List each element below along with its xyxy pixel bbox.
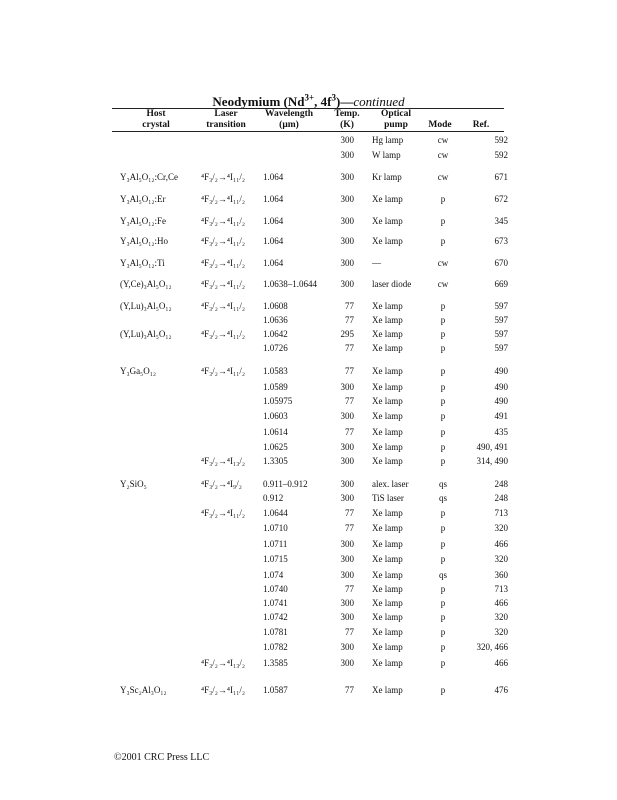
cell-mode: p bbox=[440, 315, 446, 325]
cell-mode: cw bbox=[437, 135, 449, 145]
column-header-ref-line2: Ref. bbox=[472, 120, 490, 130]
cell-temp: 77 bbox=[345, 685, 354, 695]
cell-ref: 597 bbox=[494, 315, 508, 325]
cell-temp: 77 bbox=[345, 315, 354, 325]
cell-ref: 248 bbox=[494, 493, 508, 503]
cell-pump: alex. laser bbox=[372, 479, 409, 489]
cell-mode: cw bbox=[437, 150, 449, 160]
cell-host: (Y,Ce)₃Al₅O₁₂ bbox=[120, 279, 172, 289]
table-row bbox=[0, 256, 617, 270]
cell-temp: 77 bbox=[345, 584, 354, 594]
cell-pump: Xe lamp bbox=[372, 315, 403, 325]
cell-pump: Xe lamp bbox=[372, 396, 403, 406]
cell-wavelength: 1.0603 bbox=[263, 411, 288, 421]
cell-pump: Xe lamp bbox=[372, 523, 403, 533]
cell-wavelength: 1.0740 bbox=[263, 584, 288, 594]
cell-ref: 320 bbox=[494, 627, 508, 637]
cell-host: Y₃Al₅O₁₂:Ti bbox=[120, 258, 165, 268]
cell-ref: 490 bbox=[494, 366, 508, 376]
column-header-pump bbox=[372, 109, 420, 131]
column-header-wavelength-line2: (μm) bbox=[279, 120, 299, 130]
column-header-transition-line2: transition bbox=[206, 120, 246, 130]
table-row bbox=[0, 610, 617, 624]
cell-mode: p bbox=[440, 685, 446, 695]
table-row bbox=[0, 364, 617, 378]
cell-ref: 490 bbox=[494, 396, 508, 406]
cell-wavelength: 1.064 bbox=[263, 236, 284, 246]
cell-ref: 669 bbox=[494, 279, 508, 289]
cell-mode: p bbox=[440, 329, 446, 339]
title-ion-charge: 3+ bbox=[304, 92, 315, 103]
cell-ref: 597 bbox=[494, 329, 508, 339]
cell-temp: 300 bbox=[340, 194, 354, 204]
cell-ref: 673 bbox=[494, 236, 508, 246]
cell-wavelength: 0.911–0.912 bbox=[263, 479, 308, 489]
cell-mode: p bbox=[440, 427, 446, 437]
cell-temp: 77 bbox=[345, 366, 354, 376]
title-main: Neodymium (Nd bbox=[212, 94, 305, 109]
cell-pump: Xe lamp bbox=[372, 584, 403, 594]
cell-temp: 77 bbox=[345, 508, 354, 518]
cell-mode: p bbox=[440, 216, 446, 226]
cell-ref: 597 bbox=[494, 343, 508, 353]
cell-mode: cw bbox=[437, 258, 449, 268]
cell-wavelength: 1.0711 bbox=[263, 539, 288, 549]
cell-wavelength: 1.0710 bbox=[263, 523, 288, 533]
cell-ref: 597 bbox=[494, 301, 508, 311]
cell-ref: 360 bbox=[494, 570, 508, 580]
table-row bbox=[0, 380, 617, 394]
table-row bbox=[0, 234, 617, 248]
cell-mode: p bbox=[440, 366, 446, 376]
cell-ref: 320 bbox=[494, 523, 508, 533]
cell-mode: p bbox=[440, 301, 446, 311]
cell-transition: ⁴F₃/₂→⁴I₁₁/₂ bbox=[201, 508, 245, 518]
cell-transition: ⁴F₃/₂→⁴I₁₁/₂ bbox=[201, 329, 245, 339]
cell-mode: p bbox=[440, 539, 446, 549]
cell-mode: p bbox=[440, 396, 446, 406]
column-header-temp-line2: (K) bbox=[340, 120, 354, 130]
cell-pump: laser diode bbox=[372, 279, 412, 289]
cell-host: Y₃Sc₂Al₃O₁₂ bbox=[120, 685, 167, 695]
cell-wavelength: 1.0726 bbox=[263, 343, 288, 353]
column-header-host bbox=[120, 109, 192, 131]
table-row bbox=[0, 506, 617, 520]
cell-wavelength: 1.064 bbox=[263, 258, 284, 268]
cell-mode: qs bbox=[438, 479, 447, 489]
cell-ref: 671 bbox=[494, 172, 508, 182]
cell-wavelength: 1.0589 bbox=[263, 382, 288, 392]
cell-temp: 300 bbox=[340, 658, 354, 668]
cell-ref: 672 bbox=[494, 194, 508, 204]
cell-wavelength: 1.0781 bbox=[263, 627, 288, 637]
cell-temp: 300 bbox=[340, 456, 354, 466]
cell-wavelength: 1.0782 bbox=[263, 642, 288, 652]
cell-mode: p bbox=[440, 382, 446, 392]
table-row bbox=[0, 148, 617, 162]
table-row bbox=[0, 596, 617, 610]
table-row bbox=[0, 277, 617, 291]
table-row bbox=[0, 552, 617, 566]
column-header-host-line1: Host bbox=[146, 109, 166, 119]
cell-pump: Xe lamp bbox=[372, 442, 403, 452]
cell-transition: ⁴F₃/₂→⁴I₁₁/₂ bbox=[201, 236, 245, 246]
cell-transition: ⁴F₃/₂→⁴I₁₁/₂ bbox=[201, 279, 245, 289]
table-row bbox=[0, 491, 617, 505]
cell-host: Y₃Al₅O₁₂:Er bbox=[120, 194, 166, 204]
cell-temp: 77 bbox=[345, 523, 354, 533]
cell-pump: Xe lamp bbox=[372, 642, 403, 652]
cell-temp: 300 bbox=[340, 493, 354, 503]
table-row bbox=[0, 454, 617, 468]
cell-mode: p bbox=[440, 627, 446, 637]
column-header-ref-line1 bbox=[462, 109, 500, 120]
cell-temp: 77 bbox=[345, 627, 354, 637]
cell-temp: 300 bbox=[340, 442, 354, 452]
column-header-temp-line1: Temp. bbox=[334, 109, 360, 119]
cell-temp: 300 bbox=[340, 570, 354, 580]
column-header-temp bbox=[326, 109, 368, 131]
cell-ref: 435 bbox=[494, 427, 508, 437]
cell-mode: cw bbox=[437, 172, 449, 182]
cell-mode: p bbox=[440, 554, 446, 564]
table-row bbox=[0, 341, 617, 355]
cell-pump: Xe lamp bbox=[372, 658, 403, 668]
cell-ref: 320, 466 bbox=[476, 642, 508, 652]
cell-transition: ⁴F₃/₂→⁴I₁₁/₂ bbox=[201, 258, 245, 268]
table-row bbox=[0, 521, 617, 535]
cell-wavelength: 1.074 bbox=[263, 570, 284, 580]
cell-temp: 300 bbox=[340, 382, 354, 392]
cell-host: (Y,Lu)₃Al₅O₁₂ bbox=[120, 301, 172, 311]
cell-wavelength: 1.064 bbox=[263, 216, 284, 226]
cell-temp: 300 bbox=[340, 135, 354, 145]
cell-pump: Xe lamp bbox=[372, 427, 403, 437]
copyright-footer: ©2001 CRC Press LLC bbox=[114, 752, 210, 763]
cell-ref: 466 bbox=[494, 658, 508, 668]
cell-pump: Xe lamp bbox=[372, 329, 403, 339]
cell-transition: ⁴F₃/₂→⁴I₁₁/₂ bbox=[201, 366, 245, 376]
cell-mode: p bbox=[440, 523, 446, 533]
cell-temp: 300 bbox=[340, 150, 354, 160]
cell-temp: 300 bbox=[340, 279, 354, 289]
cell-temp: 77 bbox=[345, 343, 354, 353]
cell-wavelength: 1.0644 bbox=[263, 508, 288, 518]
cell-pump: Xe lamp bbox=[372, 194, 403, 204]
cell-mode: p bbox=[440, 658, 446, 668]
cell-wavelength: 1.0715 bbox=[263, 554, 288, 564]
cell-ref: 670 bbox=[494, 258, 508, 268]
column-header-ref bbox=[462, 109, 500, 131]
cell-pump: Xe lamp bbox=[372, 508, 403, 518]
cell-temp: 77 bbox=[345, 301, 354, 311]
cell-pump: Xe lamp bbox=[372, 343, 403, 353]
cell-wavelength: 1.0742 bbox=[263, 612, 288, 622]
table-row bbox=[0, 313, 617, 327]
table-row bbox=[0, 568, 617, 582]
cell-ref: 476 bbox=[494, 685, 508, 695]
table-row bbox=[0, 656, 617, 670]
cell-mode: p bbox=[440, 456, 446, 466]
table-row bbox=[0, 582, 617, 596]
cell-mode: cw bbox=[437, 279, 449, 289]
cell-transition: ⁴F₃/₂→⁴I₁₁/₂ bbox=[201, 194, 245, 204]
table-row bbox=[0, 327, 617, 341]
table-row bbox=[0, 299, 617, 313]
cell-wavelength: 1.05975 bbox=[263, 396, 293, 406]
table-row bbox=[0, 133, 617, 147]
cell-pump: Xe lamp bbox=[372, 685, 403, 695]
cell-wavelength: 1.0636 bbox=[263, 315, 288, 325]
column-header-pump-line2: pump bbox=[384, 120, 408, 130]
cell-pump: — bbox=[372, 258, 381, 268]
cell-temp: 300 bbox=[340, 411, 354, 421]
cell-pump: Xe lamp bbox=[372, 301, 403, 311]
column-header-transition bbox=[196, 109, 256, 131]
cell-pump: Xe lamp bbox=[372, 627, 403, 637]
cell-host: Y₃Al₅O₁₂:Cr,Ce bbox=[120, 172, 178, 182]
cell-ref: 466 bbox=[494, 598, 508, 608]
cell-ref: 592 bbox=[494, 135, 508, 145]
cell-wavelength: 1.064 bbox=[263, 172, 284, 182]
cell-ref: 248 bbox=[494, 479, 508, 489]
column-header-host-line2: crystal bbox=[142, 120, 170, 130]
title-suffix: )— bbox=[335, 94, 354, 109]
cell-temp: 300 bbox=[340, 598, 354, 608]
table-row bbox=[0, 409, 617, 423]
cell-ref: 320 bbox=[494, 554, 508, 564]
cell-mode: p bbox=[440, 642, 446, 652]
cell-mode: qs bbox=[438, 570, 447, 580]
cell-pump: Kr lamp bbox=[372, 172, 402, 182]
cell-host: Y₃Al₅O₁₂:Fe bbox=[120, 216, 167, 226]
cell-mode: p bbox=[440, 194, 446, 204]
cell-mode: qs bbox=[438, 493, 447, 503]
cell-transition: ⁴F₃/₂→⁴I₉/₂ bbox=[201, 479, 242, 489]
cell-temp: 300 bbox=[340, 612, 354, 622]
cell-mode: p bbox=[440, 442, 446, 452]
table-row bbox=[0, 192, 617, 206]
cell-mode: p bbox=[440, 508, 446, 518]
cell-transition: ⁴F₃/₂→⁴I₁₃/₂ bbox=[201, 658, 245, 668]
cell-ref: 713 bbox=[494, 508, 508, 518]
cell-pump: Xe lamp bbox=[372, 366, 403, 376]
header-bottom-rule bbox=[112, 131, 504, 132]
cell-transition: ⁴F₃/₂→⁴I₁₃/₂ bbox=[201, 456, 245, 466]
cell-pump: Xe lamp bbox=[372, 236, 403, 246]
cell-host: Y₂SiO₅ bbox=[120, 479, 147, 489]
cell-temp: 300 bbox=[340, 554, 354, 564]
cell-temp: 300 bbox=[340, 539, 354, 549]
cell-wavelength: 1.0587 bbox=[263, 685, 288, 695]
cell-temp: 300 bbox=[340, 216, 354, 226]
cell-pump: Xe lamp bbox=[372, 598, 403, 608]
cell-temp: 300 bbox=[340, 258, 354, 268]
cell-wavelength: 1.0614 bbox=[263, 427, 288, 437]
cell-host: (Y,Lu)₃Al₅O₁₂ bbox=[120, 329, 172, 339]
cell-pump: Xe lamp bbox=[372, 554, 403, 564]
cell-mode: p bbox=[440, 598, 446, 608]
cell-host: Y₃Al₅O₁₂:Ho bbox=[120, 236, 169, 246]
cell-wavelength: 1.0625 bbox=[263, 442, 288, 452]
table-row bbox=[0, 170, 617, 184]
table-row bbox=[0, 625, 617, 639]
cell-wavelength: 0.912 bbox=[263, 493, 284, 503]
cell-pump: Xe lamp bbox=[372, 570, 403, 580]
column-header-mode bbox=[422, 109, 458, 131]
cell-temp: 300 bbox=[340, 642, 354, 652]
cell-pump: Xe lamp bbox=[372, 382, 403, 392]
cell-pump: Xe lamp bbox=[372, 456, 403, 466]
cell-wavelength: 1.3305 bbox=[263, 456, 288, 466]
cell-temp: 77 bbox=[345, 396, 354, 406]
title-continued: continued bbox=[353, 94, 405, 109]
cell-transition: ⁴F₃/₂→⁴I₁₁/₂ bbox=[201, 685, 245, 695]
table-row bbox=[0, 640, 617, 654]
cell-wavelength: 1.064 bbox=[263, 194, 284, 204]
cell-ref: 345 bbox=[494, 216, 508, 226]
table-row bbox=[0, 214, 617, 228]
cell-transition: ⁴F₃/₂→⁴I₁₁/₂ bbox=[201, 172, 245, 182]
table-row bbox=[0, 394, 617, 408]
cell-ref: 314, 490 bbox=[476, 456, 508, 466]
table-row bbox=[0, 425, 617, 439]
table-row bbox=[0, 683, 617, 697]
table-row bbox=[0, 537, 617, 551]
cell-wavelength: 1.0638–1.0644 bbox=[263, 279, 317, 289]
cell-ref: 490 bbox=[494, 382, 508, 392]
cell-mode: p bbox=[440, 236, 446, 246]
cell-temp: 300 bbox=[340, 479, 354, 489]
column-header-transition-line1: Laser bbox=[214, 109, 238, 119]
cell-temp: 300 bbox=[340, 172, 354, 182]
cell-ref: 466 bbox=[494, 539, 508, 549]
title-config-sup: 3 bbox=[331, 92, 336, 103]
cell-ref: 713 bbox=[494, 584, 508, 594]
cell-ref: 592 bbox=[494, 150, 508, 160]
cell-pump: Xe lamp bbox=[372, 411, 403, 421]
cell-host: Y₃Ga₅O₁₂ bbox=[120, 366, 157, 376]
cell-pump: Xe lamp bbox=[372, 612, 403, 622]
cell-ref: 491 bbox=[494, 411, 508, 421]
cell-pump: Xe lamp bbox=[372, 539, 403, 549]
cell-wavelength: 1.0608 bbox=[263, 301, 288, 311]
cell-pump: Xe lamp bbox=[372, 216, 403, 226]
cell-mode: p bbox=[440, 411, 446, 421]
cell-wavelength: 1.3585 bbox=[263, 658, 288, 668]
cell-mode: p bbox=[440, 584, 446, 594]
cell-ref: 490, 491 bbox=[476, 442, 508, 452]
table-row bbox=[0, 440, 617, 454]
cell-temp: 77 bbox=[345, 427, 354, 437]
cell-wavelength: 1.0642 bbox=[263, 329, 288, 339]
cell-mode: p bbox=[440, 612, 446, 622]
column-header-wavelength bbox=[258, 109, 320, 131]
cell-temp: 295 bbox=[340, 329, 354, 339]
cell-pump: Hg lamp bbox=[372, 135, 404, 145]
column-header-mode-line2: Mode bbox=[428, 120, 452, 130]
column-header-pump-line1: Optical bbox=[380, 109, 412, 119]
cell-pump: W lamp bbox=[372, 150, 401, 160]
cell-ref: 320 bbox=[494, 612, 508, 622]
cell-temp: 300 bbox=[340, 236, 354, 246]
title-config: , 4f bbox=[314, 94, 332, 109]
column-header-wavelength-line1: Wavelength bbox=[264, 109, 314, 119]
table-row bbox=[0, 477, 617, 491]
cell-transition: ⁴F₃/₂→⁴I₁₁/₂ bbox=[201, 216, 245, 226]
cell-pump: TiS laser bbox=[372, 493, 404, 503]
cell-wavelength: 1.0741 bbox=[263, 598, 288, 608]
cell-transition: ⁴F₃/₂→⁴I₁₁/₂ bbox=[201, 301, 245, 311]
cell-mode: p bbox=[440, 343, 446, 353]
column-header-mode-line1 bbox=[422, 109, 458, 120]
cell-wavelength: 1.0583 bbox=[263, 366, 288, 376]
